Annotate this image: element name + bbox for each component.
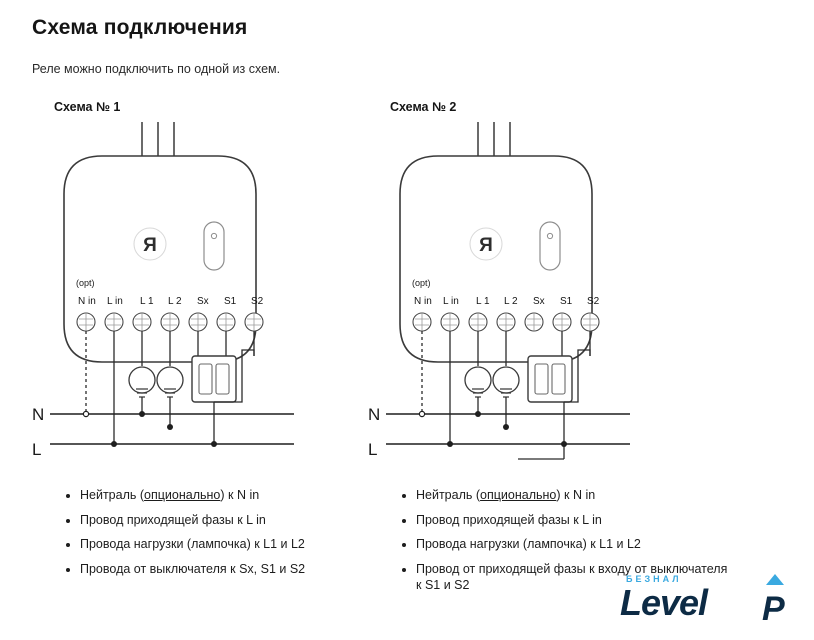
list-item	[62, 562, 392, 578]
svg-text:Sx: Sx	[197, 296, 209, 307]
list-item	[62, 513, 392, 529]
bullet-text: Провод приходящей фазы к L in	[416, 512, 602, 527]
label-neutral-1: N	[32, 405, 45, 424]
scheme-1-diagram	[32, 114, 372, 494]
brand-tagline: БЕЗНАЛ	[626, 574, 682, 584]
scheme-1-title: Схема № 1	[54, 100, 121, 114]
list-item	[62, 488, 392, 504]
list-item	[398, 513, 728, 529]
bullet-text: Провода нагрузки (лампочка) к L1 и L2	[80, 537, 305, 552]
page-title: Схема подключения	[32, 16, 248, 39]
svg-text:S1: S1	[224, 296, 237, 307]
bullet-underlined: опционально	[480, 488, 557, 502]
list-item	[398, 537, 728, 553]
opt-label-1: (opt)	[76, 278, 95, 288]
label-live-1: L	[32, 440, 42, 459]
svg-text:S1: S1	[560, 296, 573, 307]
bullet-text: Провод приходящей фазы к L in	[80, 512, 266, 527]
svg-text:N in: N in	[78, 296, 96, 307]
svg-text:L 2: L 2	[168, 296, 182, 307]
bullet-text-post: ) к N in	[556, 488, 596, 502]
svg-text:L 1: L 1	[140, 296, 154, 307]
label-neutral-2: N	[368, 405, 381, 424]
svg-text:L in: L in	[443, 296, 459, 307]
opt-label-2: (opt)	[412, 278, 431, 288]
svg-text:L 2: L 2	[504, 296, 518, 307]
scheme-1-bullets	[62, 488, 392, 587]
list-item	[62, 537, 392, 553]
page-subtitle: Реле можно подключить по одной из схем.	[32, 62, 281, 76]
bullet-underlined: опционально	[144, 488, 221, 502]
list-item	[398, 488, 728, 504]
svg-text:S2: S2	[587, 296, 600, 307]
scheme-1	[32, 100, 402, 600]
scheme-2	[368, 100, 738, 600]
svg-text:P: P	[762, 590, 785, 624]
svg-text:Sx: Sx	[533, 296, 545, 307]
label-live-2: L	[368, 440, 378, 459]
bullet-text: Провод от приходящей фазы к входу от выключателя к S1 и S2	[416, 561, 728, 592]
bullet-text: Нейтраль (	[416, 488, 481, 502]
level-up-mark-icon	[758, 572, 792, 624]
scheme-2-title: Схема № 2	[390, 100, 457, 114]
scheme-2-diagram	[368, 114, 708, 494]
device-logo-glyph-2: Я	[479, 235, 493, 256]
bullet-text: Нейтраль (	[80, 488, 145, 502]
svg-text:L 1: L 1	[476, 296, 490, 307]
svg-text:L in: L in	[107, 296, 123, 307]
bullet-text-post: ) к N in	[220, 488, 260, 502]
svg-text:N in: N in	[414, 296, 432, 307]
bullet-text: Провода от выключателя к Sx, S1 и S2	[80, 561, 306, 576]
device-logo-glyph-1: Я	[143, 235, 157, 256]
svg-text:S2: S2	[251, 296, 264, 307]
bullet-text: Провода нагрузки (лампочка) к L1 и L2	[416, 537, 641, 552]
brand-logo	[608, 570, 798, 632]
brand-name: Level	[620, 582, 708, 623]
